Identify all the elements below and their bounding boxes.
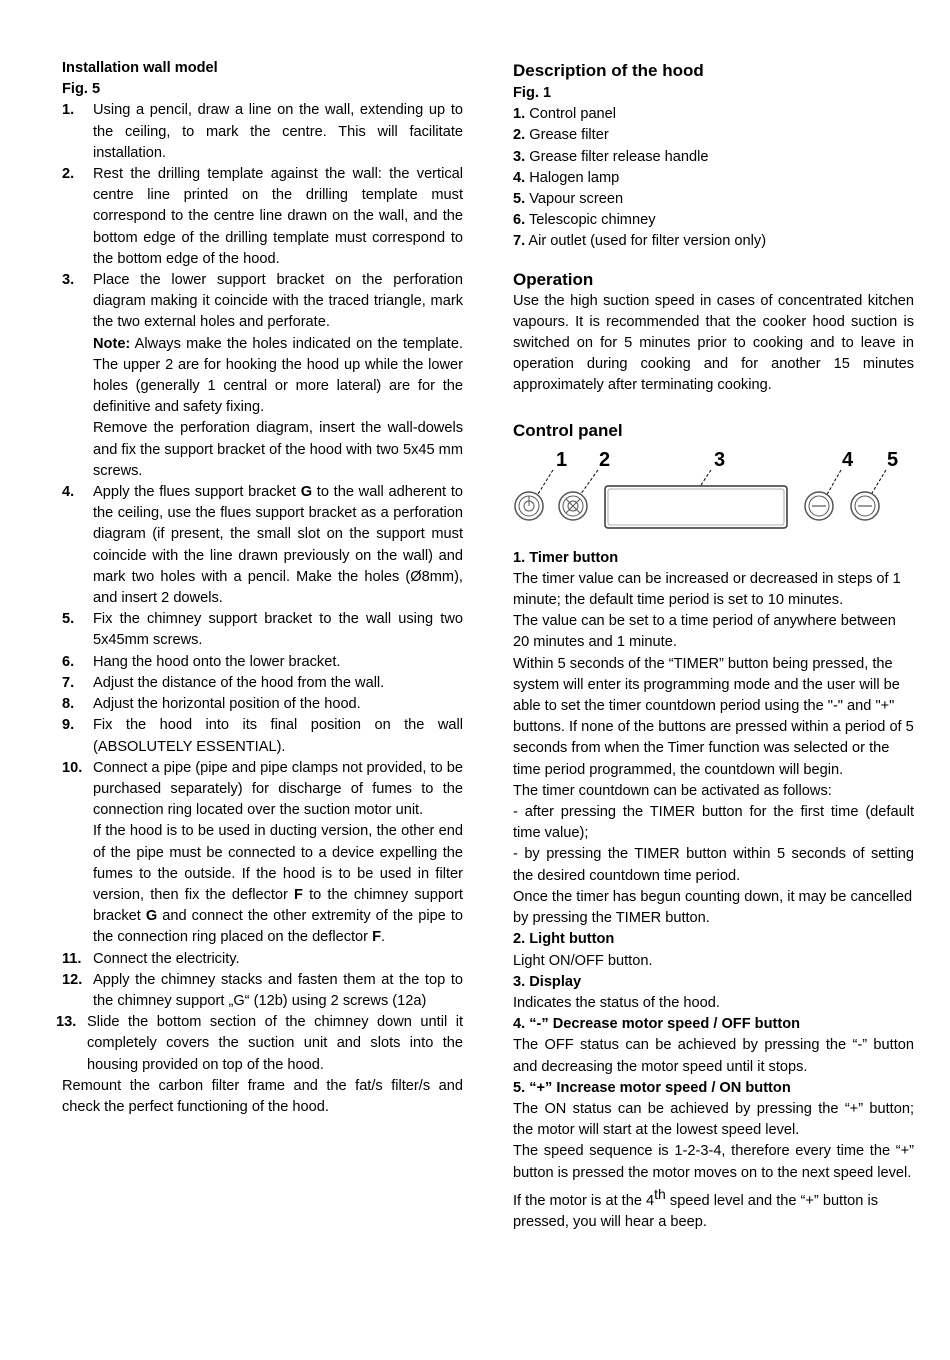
callout-label-1: 1: [556, 448, 568, 471]
step-text: Apply the chimney stacks and fasten them at the top to the chimney support „G“ (12b) using 2 screws (12a): [93, 971, 463, 1009]
light-title: 2. Light button: [513, 931, 615, 948]
list-item: [62, 100, 463, 164]
step-number: 6.: [62, 653, 75, 670]
minus-button-icon: [805, 492, 833, 520]
step-number: 3.: [62, 272, 75, 289]
step-number: 4.: [62, 484, 75, 501]
bracket-letter: G: [300, 484, 313, 501]
fig-label: Fig. 5: [62, 81, 101, 98]
list-item: [513, 104, 914, 125]
control-panel-diagram: [513, 444, 914, 532]
step-text: Connect a pipe (pipe and pipe clamps not provided, to be purchased separately) for discharge of fumes to the connection ring located over the suction motor unit.: [93, 759, 463, 819]
list-item: [513, 231, 914, 252]
list-item: [62, 758, 463, 949]
list-item: [513, 189, 914, 210]
step-text: Adjust the horizontal position of the hood.: [93, 696, 361, 713]
step-text: Slide the bottom section of the chimney down until it completely covers the suction unit and slots into the housing provided on top of the hood.: [87, 1014, 463, 1073]
plus-paragraph: The speed sequence is 1-2-3-4, therefore every time the “+” button is pressed the motor moves on to the next speed level.: [513, 1143, 914, 1181]
part-number: 4.: [513, 169, 526, 186]
step-number: 10.: [62, 759, 83, 776]
step-extra-text: [93, 821, 463, 948]
step-number: 1.: [62, 102, 75, 119]
ordinal-suffix: th: [654, 1185, 666, 1202]
step-number: 7.: [62, 674, 75, 691]
list-item: [62, 970, 463, 1012]
timer-paragraph: The timer countdown can be activated as follows:: [513, 782, 832, 799]
timer-paragraph: Within 5 seconds of the “TIMER” button being pressed, the system will enter its programming mode and the user will be able to set the timer countdown period using the "-" and "+" buttons. If none of the buttons are pressed within a period of 5 seconds from when the Timer function was selected or the time period programmed, the countdown will begin.: [513, 655, 914, 778]
part-label: Telescopic chimney: [525, 212, 656, 229]
step-number: 13.: [56, 1014, 77, 1031]
callout-line-4: [825, 470, 841, 498]
list-item: [62, 673, 463, 694]
list-item: [62, 482, 463, 609]
step-number: 9.: [62, 717, 75, 734]
display-window: [605, 486, 787, 528]
plus-text: speed level and the “+” button is pressed, you will hear a beep.: [513, 1192, 878, 1230]
light-button-icon: [559, 492, 587, 520]
callout-label-4: 4: [842, 448, 854, 471]
part-label: Grease filter release handle: [525, 148, 709, 165]
description-title: Description of the hood: [513, 61, 704, 80]
plus-title: 5. “+” Increase motor speed / ON button: [513, 1079, 791, 1096]
extra-text: .: [381, 929, 386, 946]
part-label: Halogen lamp: [525, 169, 620, 186]
note-paragraph: [93, 334, 463, 419]
step-text: Place the lower support bracket on the perforation diagram making it coincide with the traced triangle, mark the two external holes and perforate.: [93, 272, 463, 331]
step-number: 5.: [62, 611, 75, 628]
plus-paragraph: [513, 1184, 914, 1233]
note-text: Always make the holes indicated on the template. The upper 2 are for hooking the hood up while the lower holes (generally 1 central or more lateral) are for the definitive and safety fixing.: [93, 335, 463, 416]
closing-text: Remount the carbon filter frame and the fat/s filter/s and check the perfect functioning of the hood.: [62, 1077, 463, 1115]
callout-label-3: 3: [714, 448, 726, 471]
timer-title: 1. Timer button: [513, 549, 619, 566]
bracket-letter: G: [145, 908, 158, 925]
step-text: Adjust the distance of the hood from the wall.: [93, 674, 385, 691]
plus-text: If the motor is at the 4: [513, 1192, 655, 1209]
part-number: 2.: [513, 127, 526, 144]
list-item: [62, 270, 463, 482]
extra-text: and connect the other extremity of the pipe to the connection ring placed on the deflector: [93, 908, 464, 946]
step-number: 8.: [62, 696, 75, 713]
display-text: Indicates the status of the hood.: [513, 994, 720, 1011]
step-text: Rest the drilling template against the wall: the vertical centre line printed on the drilling template must correspond to the centre line drawn on the wall, and the bottom edge of the drilling template must correspond to the bottom edge of the hood.: [93, 166, 463, 267]
fig-label: Fig. 1: [513, 85, 552, 101]
step-text: Hang the hood onto the lower bracket.: [93, 653, 341, 670]
parts-list: [513, 104, 914, 252]
part-number: 1.: [513, 106, 526, 123]
list-item: [56, 1012, 463, 1076]
timer-paragraph: - after pressing the TIMER button for the first time (default time value);: [513, 804, 914, 842]
step-number: 12.: [62, 971, 83, 988]
installation-title: Installation wall model: [62, 60, 218, 76]
display-title: 3. Display: [513, 973, 582, 990]
list-item: [513, 168, 914, 189]
installation-steps: [56, 100, 464, 1075]
step-text: Apply the flues support bracket: [93, 484, 301, 501]
right-column: [513, 58, 914, 1233]
part-label: Grease filter: [525, 127, 609, 144]
operation-text: Use the high suction speed in cases of concentrated kitchen vapours. It is recommended that the cooker hood suction is switched on for 5 minutes prior to cooking and to leave in operation during cooking and for another 15 minutes approximately after terminating cooking.: [513, 292, 914, 394]
step-number: 11.: [62, 950, 82, 967]
step-number: 2.: [62, 166, 75, 183]
timer-button-icon: [515, 492, 543, 520]
list-item: [62, 164, 463, 270]
note-label: Note:: [93, 335, 131, 352]
list-item: [513, 210, 914, 231]
list-item: [62, 715, 463, 757]
step-text: Using a pencil, draw a line on the wall, extending up to the ceiling, to mark the centre. This will facilitate installation.: [93, 102, 463, 161]
plus-paragraph: The ON status can be achieved by pressing the “+” button; the motor will start at the lowest speed level.: [513, 1100, 914, 1139]
step-text: to the wall adherent to the ceiling, use the flues support bracket as a perforation diagram (if present, the small slot on the support must coincide with the line drawn previously on the wall) and mark two holes with a pencil. Make the holes (Ø8mm), and insert 2 dowels.: [93, 484, 463, 607]
part-label: Air outlet (used for filter version only): [525, 233, 767, 250]
list-item: [62, 609, 463, 651]
extra-text: If the hood is to be used in ducting version, the other end of the pipe must be connected to a device expelling the fumes to the outside. If the hood is to be used in filter version, then fix the deflector: [93, 823, 463, 903]
control-panel-figure: [513, 444, 914, 532]
callout-label-5: 5: [887, 448, 899, 471]
callout-label-2: 2: [599, 448, 611, 471]
part-number: 3.: [513, 148, 526, 165]
minus-title: 4. “-” Decrease motor speed / OFF button: [513, 1016, 801, 1033]
minus-text: The OFF status can be achieved by pressing the “-” button and decreasing the motor speed until it stops.: [513, 1037, 914, 1075]
left-column: [56, 58, 464, 1118]
step-text: Fix the hood into its final position on the wall (ABSOLUTELY ESSENTIAL).: [93, 717, 463, 755]
step-extra-text: Remove the perforation diagram, insert the wall-dowels and fix the support bracket of the hood with two 5x45 mm screws.: [93, 420, 463, 479]
list-item: [62, 652, 463, 673]
deflector-letter: F: [294, 886, 303, 903]
timer-paragraph: The value can be set to a time period of anywhere between 20 minutes and 1 minute.: [513, 613, 896, 651]
part-number: 6.: [513, 212, 526, 229]
extra-text: to the chimney support bracket: [93, 886, 463, 925]
part-number: 7.: [513, 233, 526, 250]
list-item: [62, 949, 463, 970]
deflector-letter: F: [372, 929, 382, 946]
timer-paragraph: The timer value can be increased or decreased in steps of 1 minute; the default time period is set to 10 minutes.: [513, 570, 901, 609]
part-label: Vapour screen: [525, 191, 624, 208]
operation-title: Operation: [513, 269, 594, 289]
plus-button-icon: [851, 492, 879, 520]
light-text: Light ON/OFF button.: [513, 952, 653, 969]
part-label: Control panel: [525, 106, 617, 123]
list-item: [513, 125, 914, 146]
step-text: Fix the chimney support bracket to the wall using two 5x45mm screws.: [93, 611, 463, 649]
control-panel-title: Control panel: [513, 420, 623, 440]
part-number: 5.: [513, 191, 526, 208]
list-item: [513, 147, 914, 168]
step-text: Connect the electricity.: [93, 950, 240, 967]
timer-paragraph: Once the timer has begun counting down, it may be cancelled by pressing the TIMER button.: [513, 888, 913, 927]
timer-paragraph: - by pressing the TIMER button within 5 seconds of setting the desired countdown time period.: [513, 846, 914, 884]
list-item: [62, 694, 463, 715]
